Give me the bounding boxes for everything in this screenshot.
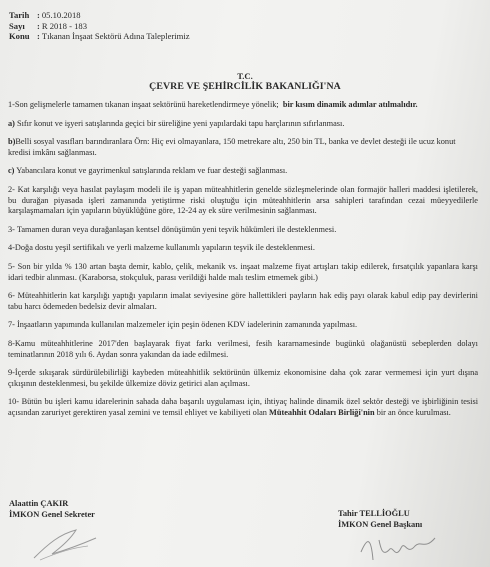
paragraph-3: 3- Tamamen duran veya durağanlaşan kentsel dönüşümün yeni teşvik hükümleri ile desteklenmesi. — [8, 224, 337, 234]
paragraph-b: b)Belli sosyal vasıfları barındıranlara Örn: Hiç evi olmayanlara, 150 metrekare altı, 250 bin TL, banka ve devlet desteği ile ucuz konut kredisi imkânı sağlanması. — [8, 137, 456, 157]
paragraph-7: 7- İnşaatların yapımında kullanılan malzemeler için peşin ödenen KDV iadelerinin zamanında yapılması. — [8, 320, 358, 330]
date-label: Tarih — [9, 10, 30, 20]
signatory-right-name: Tahir TELLİOĞLU — [338, 509, 410, 518]
subject-row: Konu : Tıkanan İnşaat Sektörü Adına Taleplerimiz — [9, 31, 190, 41]
number-row: Sayı : R 2018 - 183 — [9, 20, 87, 31]
signature-block-left — [9, 499, 95, 520]
subject-value: Tıkanan İnşaat Sektörü Adına Taleplerimiz — [41, 31, 190, 41]
paragraph-10: 10- Bütün bu işleri kamu idarelerinin sahada daha başarılı uygulaması için, ihtiyaç halinde dinamik özel sektör desteği ve işbirliğinin tesisi açısından zaruriyet gerektiren yasal zemini ve temsil ehliyet ve kabiliyeti olan Müteahhit Odaları Birliği'nin bir an önce kurulması. — [8, 397, 478, 417]
addressee-tc: T.C. — [237, 71, 253, 81]
signatory-left-title: İMKON Genel Sekreter — [9, 509, 95, 519]
paragraph-c: c) Yabancılara konut ve gayrimenkul satışlarında reklam ve fuar desteği sağlanması. — [8, 166, 288, 176]
letter-header — [9, 10, 190, 42]
paragraph-1: 1-Son gelişmelerle tamamen tıkanan inşaat sektörünü hareketlendirmeye yönelik; bir kısım dinamik adımlar atılmalıdır. — [8, 100, 418, 109]
letter-body — [8, 100, 478, 418]
paragraph-9: 9-İçerde sıkışarak sürdürülebilirliği kaybeden müteahhitlik sektörünün ülkemiz ekonomisine daha çok zarar vermemesi için yurt dışına çıkışının desteklenmesi, bu şekilde ülkemize döviz getirici alan açılması. — [8, 368, 478, 388]
date-value: 05.10.2018 — [41, 10, 81, 20]
signatory-right-title: İMKON Genel Başkanı — [338, 519, 423, 529]
paragraph-2: 2- Kat karşılığı veya hasılat paylaşım modeli ile iş yapan müteahhitlerin genelde sözleşmelerinde olan formajör halleri maddesi işletilerek, bu durağan piyasada işleri zamanında yetiştirme riski oluştuğu için müteahhitlerin arsa sahipleri tarafından cezai müeyyedilerle karşılaşmamaları için yapıların büyüklüğüne göre, 12-24 ay ek süre verilmesinin sağlanması. — [8, 184, 478, 216]
paragraph-6: 6- Müteahhitlerin kat karşılığı yaptığı yapıların imalat seviyesine göre hallettikleri payların hak ediş payı olarak kabul edip pay devirlerini tabu harcı ödemeden bedelsiz devir almaları. — [8, 291, 478, 311]
number-value: R 2018 - 183 — [41, 20, 87, 31]
signature-block-right — [338, 509, 422, 530]
paragraph-4: 4-Doğa dostu yeşil sertifikalı ve yerli malzeme kullanımlı yapıların teşvik ile desteklenmesi. — [8, 243, 315, 253]
paragraph-10-emphasis: Müteahhit Odaları Birliği'nin — [269, 407, 375, 417]
paragraph-8: 8-Kamu müteahhitlerine 2017'den başlayarak fiyat farkı verilmesi, fesih kararnamesinde bugünkü olağanüstü sebeplerden dolayı teminatlarının 2018 yılı 6. Aydan sonra yakından da iade edilmesi. — [8, 338, 478, 359]
paragraph-1-emphasis: bir kısım dinamik adımlar atılmalıdır. — [282, 100, 418, 109]
addressee-ministry: ÇEVRE VE ŞEHİRCİLİK BAKANLIĞI'NA — [149, 81, 341, 92]
signatory-left-name: Alaattin ÇAKIR — [9, 499, 69, 508]
number-label: Sayı — [9, 20, 25, 31]
handwritten-signature-right — [355, 530, 445, 566]
paragraph-5: 5- Son bir yılda % 130 artan başta demir, kablo, çelik, mekanik vs. inşaat malzeme fiyat artışları takip edilerek, fırsatçılık yapanlara karşı idari tedbir alınması. (Karaborsa, stokçuluk, parası verildiği halde malı teslim etmemek gibi.) — [8, 261, 478, 282]
paragraph-a: a) Sıfır konut ve işyeri satışlarında geçici bir süreliğine yeni yapılardaki tapu harçlarının sıfırlanması. — [8, 118, 345, 128]
subject-label: Konu — [9, 31, 30, 41]
handwritten-signature-left — [30, 524, 110, 564]
date-row: Tarih : 05.10.2018 — [9, 10, 81, 20]
